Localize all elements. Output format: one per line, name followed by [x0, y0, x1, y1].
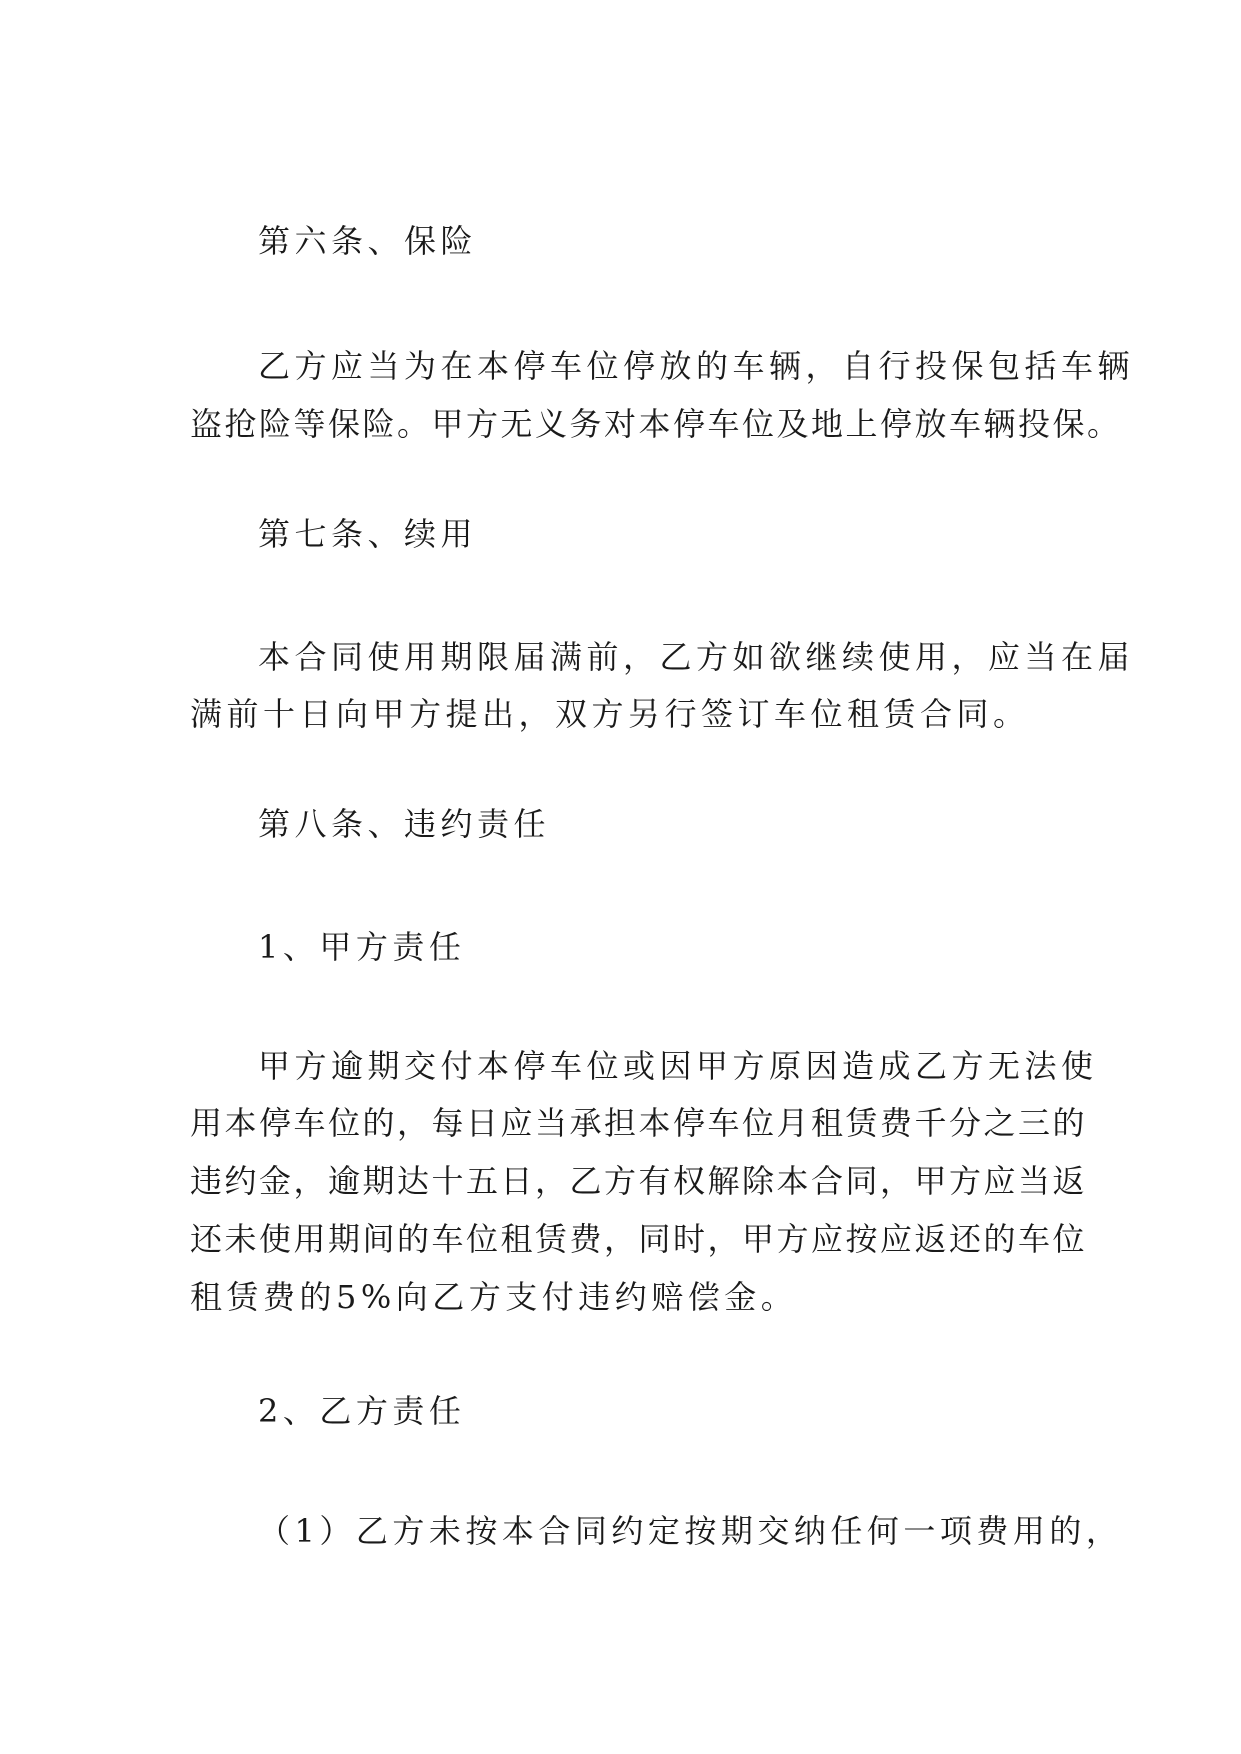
party-a-paragraph-line-5: 租赁费的5%向乙方支付违约赔偿金。: [190, 1278, 798, 1316]
article-6-heading: 第六条、保险: [258, 222, 478, 260]
party-a-paragraph-line-4: 还未使用期间的车位租赁费，同时，甲方应按应返还的车位: [190, 1220, 1088, 1258]
article-6-paragraph-line-2: 盗抢险等保险。甲方无义务对本停车位及地上停放车辆投保。: [190, 405, 1122, 443]
article-8-heading: 第八条、违约责任: [258, 805, 551, 843]
party-b-responsibility-heading: 2、乙方责任: [258, 1392, 466, 1430]
party-a-paragraph-line-2: 用本停车位的，每日应当承担本停车位月租赁费千分之三的: [190, 1104, 1088, 1142]
party-a-responsibility-heading: 1、甲方责任: [258, 928, 466, 966]
article-6-paragraph-line-1: 乙方应当为在本停车位停放的车辆，自行投保包括车辆: [258, 347, 1135, 385]
article-7-paragraph-line-1: 本合同使用期限届满前，乙方如欲继续使用，应当在届: [258, 638, 1135, 676]
article-7-paragraph-line-2: 满前十日向甲方提出，双方另行签订车位租赁合同。: [190, 695, 1030, 733]
party-a-paragraph-line-1: 甲方逾期交付本停车位或因甲方原因造成乙方无法使: [258, 1047, 1098, 1085]
party-b-clause-1-line-1: （1）乙方未按本合同约定按期交纳任何一项费用的，: [258, 1512, 1123, 1550]
party-a-paragraph-line-3: 违约金，逾期达十五日，乙方有权解除本合同，甲方应当返: [190, 1162, 1088, 1200]
article-7-heading: 第七条、续用: [258, 515, 478, 553]
